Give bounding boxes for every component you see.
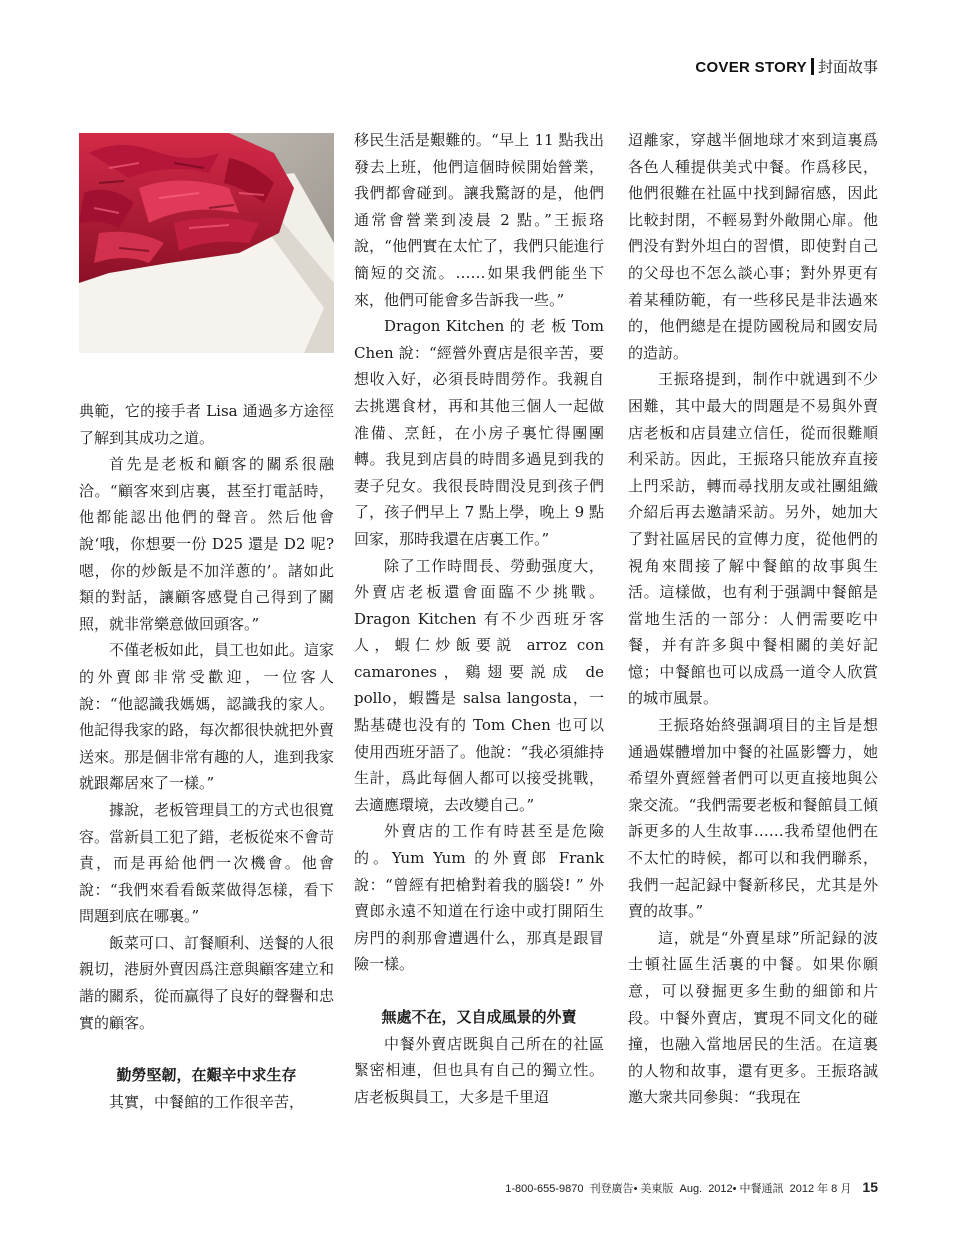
paragraph: 這，就是“外賣星球”所記録的波士頓社區生活裏的中餐。如果你願意，可以發掘更多生動的細節和片段。中餐外賣店，實現不同文化的碰撞，也融入當地居民的生活。在這裏的人物和故事，還有更多。王振珞誠邀大衆共同參與：“我現在: [628, 928, 878, 1107]
paragraph: 典範，它的接手者 Lisa 通過多方途徑了解到其成功之道。: [79, 402, 334, 447]
spacer: [79, 1036, 334, 1062]
text-column-1: [79, 398, 334, 1115]
section-heading: 無處不在，又自成風景的外賣: [381, 1008, 577, 1026]
footer-phone: 1-800-655-9870: [505, 1183, 584, 1195]
header-divider: [811, 58, 814, 75]
section-label-cn: 封面故事: [817, 58, 878, 76]
page-footer: 1-800-655-9870 刊登廣告• 美東版 Aug. 2012• 中餐通訊 2012 年 8 月 15: [505, 1179, 878, 1195]
char-siu-illustration: [79, 133, 334, 353]
paragraph: 除了工作時間長、勞動强度大，外賣店老板還會面臨不少挑戰。Dragon Kitchen 有不少西班牙客人，蝦仁炒飯要説 arroz con camarones，鷄翅要説成 de pollo，蝦醬是 salsa langosta，一點基礎也没有的 Tom Chen 也可以使用西班牙語了。他說：“我必須維持生計，爲此每個人都可以接受挑戰，去適應環境，去改變自己。”: [354, 556, 604, 814]
text-column-3: [628, 127, 878, 1111]
footer-year: 2012: [708, 1183, 733, 1195]
paragraph: 中餐外賣店既與自己所在的社區緊密相連，但也具有自己的獨立性。店老板與員工，大多是千里迢: [354, 1034, 604, 1106]
paragraph: 移民生活是艱難的。“早上 11 點我出發去上班，他們這個時候開始營業，我們都會碰到。讓我驚訝的是，他們通常會營業到凌晨 2 點。”王振珞說，“他們實在太忙了，我們只能進行簡短的交流。……如果我們能坐下來，他們可能會多告訴我一些。”: [354, 131, 604, 309]
spacer: [354, 978, 604, 1004]
footer-date-cn: 2012 年 8 月: [789, 1183, 852, 1195]
footer-edition: 美東版: [640, 1183, 674, 1195]
footer-ad: 刊登廣告: [589, 1183, 634, 1195]
paragraph: 不僅老板如此，員工也如此。這家的外賣郎非常受歡迎，一位客人說：“他認識我媽媽，認識我的家人。他記得我家的路，每次都很快就把外賣送來。那是個非常有趣的人，進到我家就跟鄰居來了一樣。”: [79, 641, 335, 793]
food-photo: [79, 133, 334, 353]
paragraph: 王振珞始終强調項目的主旨是想通過媒體增加中餐的社區影響力，她希望外賣經營者們可以更直接地與公衆交流。“我們需要老板和餐館員工傾訴更多的人生故事……我希望他們在不太忙的時候，都可以和我們聯系，我們一起記録中餐新移民，尤其是外賣的故事。”: [628, 716, 878, 921]
footer-magazine: 中餐通訊: [739, 1183, 784, 1195]
text-column-2: [354, 127, 604, 1110]
page-number: 15: [862, 1179, 878, 1195]
paragraph: 飯菜可口、訂餐順利、送餐的人很親切，港厨外賣因爲注意與顧客建立和諧的關系，從而赢得了良好的聲譽和忠實的顧客。: [79, 933, 335, 1032]
paragraph: 首先是老板和顧客的關系很融洽。“顧客來到店裏，甚至打電話時，他都能認出他們的聲音。然后他會說‘哦，你想要一份 D25 還是 D2 呢? 嗯，你的炒飯是不加洋蔥的’。諸如此類的對話，讓顧客感覺自己得到了關照，就非常樂意做回頭客。”: [79, 455, 334, 633]
paragraph: 王振珞提到，制作中就遇到不少困難，其中最大的問題是不易與外賣店老板和店員建立信任，從而很難順利采訪。因此，王振珞只能放弃直接上門采訪，轉而尋找朋友或社團組織介紹后再去邀請采訪。另外，她加大了對社區居民的宣傳力度，從他們的視角來間接了解中餐館的故事與生活。這樣做，也有利于强調中餐館是當地生活的一部分：人們需要吃中餐，并有許多與中餐相關的美好記憶；中餐館也可以成爲一道令人欣賞的城市風景。: [628, 370, 878, 708]
footer-date-en: Aug.: [679, 1183, 703, 1195]
paragraph: 據說，老板管理員工的方式也很寬容。當新員工犯了錯，老板從來不會苛責，而是再給他們一次機會。他會說：“我們來看看飯菜做得怎樣，看下問題到底在哪裏。”: [79, 800, 335, 926]
paragraph: 其實，中餐館的工作很辛苦，: [109, 1092, 305, 1111]
page-header: [695, 56, 878, 77]
paragraph: Dragon Kitchen 的 老 板 Tom Chen 說：“經營外賣店是很辛苦，要想收入好，必須長時間勞作。我親自去挑選食材，再和其他三個人一起做准備、烹飪，在小房子裏忙得團團轉。我見到店員的時間多過見到我的妻子兒女。我很長時間没見到孩子們了，孩子們早上 7 點上學，晚上 9 點回家，那時我還在店裏工作。”: [354, 317, 604, 548]
paragraph: 迢離家，穿越半個地球才來到這裏爲各色人種提供美式中餐。作爲移民，他們很難在社區中找到歸宿感，因此比較封閉，不輕易對外敞開心扉。他們没有對外坦白的習慣，即使對自己的父母也不怎么談心事；對外界更有着某種防範，有一些移民是非法過來的，他們總是在提防國稅局和國安局的造訪。: [628, 131, 878, 362]
section-label: COVER STORY: [695, 59, 807, 76]
paragraph: 外賣店的工作有時甚至是危險的。Yum Yum 的外賣郎 Frank 說：“曾經有把槍對着我的腦袋! ” 外賣郎永遠不知道在行途中或打開陌生房門的刹那會遭遇什么，那真是跟冒險一樣。: [354, 822, 604, 974]
section-heading: 勤勞堅韌，在艱辛中求生存: [116, 1066, 297, 1085]
